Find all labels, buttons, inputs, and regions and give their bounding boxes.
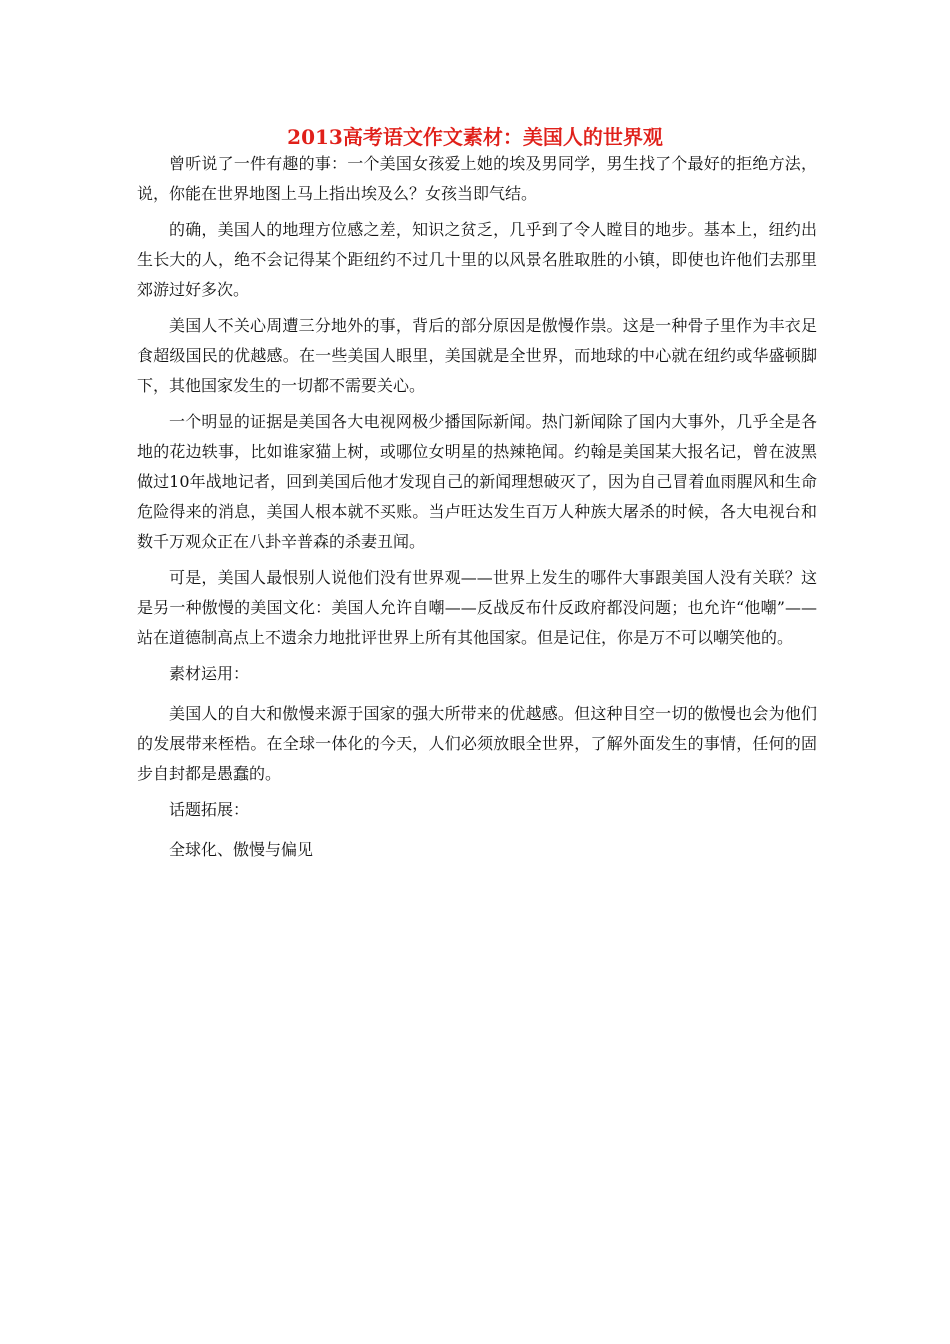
section-heading-topic-extension: 话题拓展： (169, 800, 250, 819)
paragraph-1: 曾听说了一件有趣的事：一个美国女孩爱上她的埃及男同学，男生找了个最好的拒绝方法，说，你能在世界地图上马上指出埃及么？女孩当即气结。 (137, 154, 817, 203)
paragraph-topic-extension: 全球化、傲慢与偏见 (169, 840, 314, 859)
document-title: 2013高考语文作文素材：美国人的世界观 (287, 125, 663, 149)
section-heading-material-use: 素材运用： (169, 664, 250, 683)
paragraph-material-use: 美国人的自大和傲慢来源于国家的强大所带来的优越感。但这种目空一切的傲慢也会为他们的发展带来桎梏。在全球一体化的今天，人们必须放眼全世界，了解外面发生的事情，任何的固步自封都是愚蠢的。 (137, 704, 817, 783)
paragraph-3: 美国人不关心周遭三分地外的事，背后的部分原因是傲慢作祟。这是一种骨子里作为丰衣足食超级国民的优越感。在一些美国人眼里，美国就是全世界，而地球的中心就在纽约或华盛顿脚下，其他国家发生的一切都不需要关心。 (137, 316, 817, 395)
document-body (137, 149, 817, 871)
paragraph-2: 的确，美国人的地理方位感之差，知识之贫乏，几乎到了令人瞠目的地步。基本上，纽约出生长大的人，绝不会记得某个距纽约不过几十里的以风景名胜取胜的小镇，即使也许他们去那里郊游过好多次。 (137, 220, 817, 299)
paragraph-5: 可是，美国人最恨别人说他们没有世界观——世界上发生的哪件大事跟美国人没有关联？这是另一种傲慢的美国文化：美国人允许自嘲——反战反布什反政府都没问题；也允许“他嘲”——站在道德制高点上不遗余力地批评世界上所有其他国家。但是记住，你是万不可以嘲笑他的。 (137, 568, 817, 647)
paragraph-4: 一个明显的证据是美国各大电视网极少播国际新闻。热门新闻除了国内大事外，几乎全是各地的花边轶事，比如谁家猫上树，或哪位女明星的热辣艳闻。约翰是美国某大报名记，曾在波黑做过10年战地记者，回到美国后他才发现自己的新闻理想破灭了，因为自己冒着血雨腥风和生命危险得来的消息，美国人根本就不买账。当卢旺达发生百万人种族大屠杀的时候，各大电视台和数千万观众正在八卦辛普森的杀妻丑闻。 (137, 412, 817, 551)
